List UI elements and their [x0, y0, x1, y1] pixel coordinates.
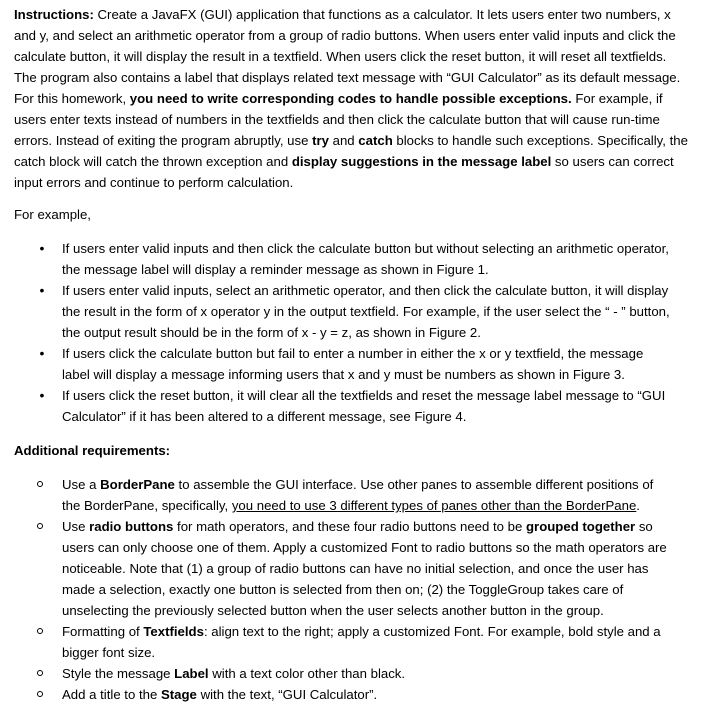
list-item — [0, 663, 674, 684]
list-item — [0, 238, 674, 280]
label-term: Label — [174, 666, 209, 681]
list-item — [0, 516, 674, 621]
textfields-term: Textfields — [143, 624, 204, 639]
list-item — [0, 474, 674, 516]
req-text: Style the message — [62, 666, 175, 681]
additional-requirements-heading — [14, 440, 690, 461]
circle-bullet-icon — [37, 523, 43, 529]
list-item — [0, 385, 674, 427]
req-text: Use — [62, 519, 90, 534]
catch-keyword: catch — [358, 133, 393, 148]
example-text: If users click the reset button, it will clear all the textfields and reset the message label message to “GUI Calculator” if it has been altered to a different message, see Figure 4. — [62, 388, 666, 424]
exceptions-requirement: you need to write corresponding codes to handle possible exceptions. — [129, 91, 572, 106]
req-text: so users can only choose one of them. Apply a customized Font to radio buttons so the math operators are noticeable. Note that (1) a group of radio buttons can have no initial selection, and once the user has made a selection, exactly one button is selected from then on; (2) the ToggleGroup takes care of unselecting the previously selected button when the user selects another button in the group. — [62, 519, 667, 618]
circle-bullet-icon — [37, 670, 43, 676]
instructions-text-2: For example, if users enter texts instead of numbers in the textfields and then click the calculate button that will cause run-time errors. Instead of exiting the program abruptly, use — [14, 91, 663, 148]
panes-requirement: you need to use 3 different types of panes other than the BorderPane — [231, 498, 637, 513]
circle-bullet-icon — [37, 691, 43, 697]
instructions-text-4: blocks to handle such exceptions. Specifically, the catch block will catch the thrown exception and — [14, 133, 688, 169]
req-text: to assemble the GUI interface. Use other panes to assemble different positions of the BorderPane, specifically, — [62, 477, 654, 513]
requirements-list — [0, 474, 703, 705]
instructions-text-1: Create a JavaFX (GUI) application that functions as a calculator. It lets users enter two numbers, x and y, and select an arithmetic operator from a group of radio buttons. When users enter valid inputs and click the calculate button, it will display the result in a textfield. When users click the reset button, it will reset all textfields. The program also contains a label that displays related text message with “GUI Calculator” as its default message. For this homework, — [14, 7, 681, 106]
heading-text: Additional requirements: — [14, 443, 171, 458]
for-example-label: For example, — [14, 207, 91, 222]
req-text: for math operators, and these four radio buttons need to be — [173, 519, 526, 534]
instructions-lead: Instructions: — [14, 7, 94, 22]
example-text: If users click the calculate button but fail to enter a number in either the x or y textfield, the message label will display a message informing users that x and y must be numbers as shown in Figure 3. — [62, 346, 644, 382]
req-text: : align text to the right; apply a customized Font. For example, bold style and a bigger font size. — [62, 624, 661, 660]
example-text: If users enter valid inputs and then click the calculate button but without selecting an arithmetic operator, the message label will display a reminder message as shown in Figure 1. — [62, 241, 669, 277]
req-text: Use a — [62, 477, 101, 492]
circle-bullet-icon — [37, 481, 43, 487]
bullet-icon: • — [39, 387, 45, 403]
try-keyword: try — [312, 133, 329, 148]
list-item — [0, 343, 674, 385]
examples-list — [0, 238, 703, 427]
bullet-icon: • — [39, 345, 45, 361]
grouped-together-term: grouped together — [526, 519, 636, 534]
req-text: with the text, “GUI Calculator”. — [196, 687, 378, 702]
borderpane-term: BorderPane — [100, 477, 175, 492]
list-item — [0, 621, 674, 663]
req-text: with a text color other than black. — [208, 666, 406, 681]
instructions-text-3: and — [328, 133, 359, 148]
bullet-icon: • — [39, 282, 45, 298]
display-suggestions-phrase: display suggestions in the message label — [291, 154, 552, 169]
instructions-paragraph — [14, 4, 690, 193]
list-item — [0, 280, 674, 343]
radio-buttons-term: radio buttons — [89, 519, 174, 534]
circle-bullet-icon — [37, 628, 43, 634]
stage-term: Stage — [160, 687, 197, 702]
req-text: Formatting of — [62, 624, 144, 639]
example-text: If users enter valid inputs, select an arithmetic operator, and then click the calculate button, it will display the result in the form of x operator y in the output textfield. For example, if the user select the “ - ” button, the output result should be in the form of x - y = z, as shown in Figure 2. — [62, 283, 670, 340]
instructions-text-5: so users can correct input errors and continue to perform calculation. — [14, 154, 674, 190]
req-text: . — [636, 498, 640, 513]
list-item — [0, 684, 674, 705]
bullet-icon: • — [39, 240, 45, 256]
req-text: Add a title to the — [62, 687, 161, 702]
